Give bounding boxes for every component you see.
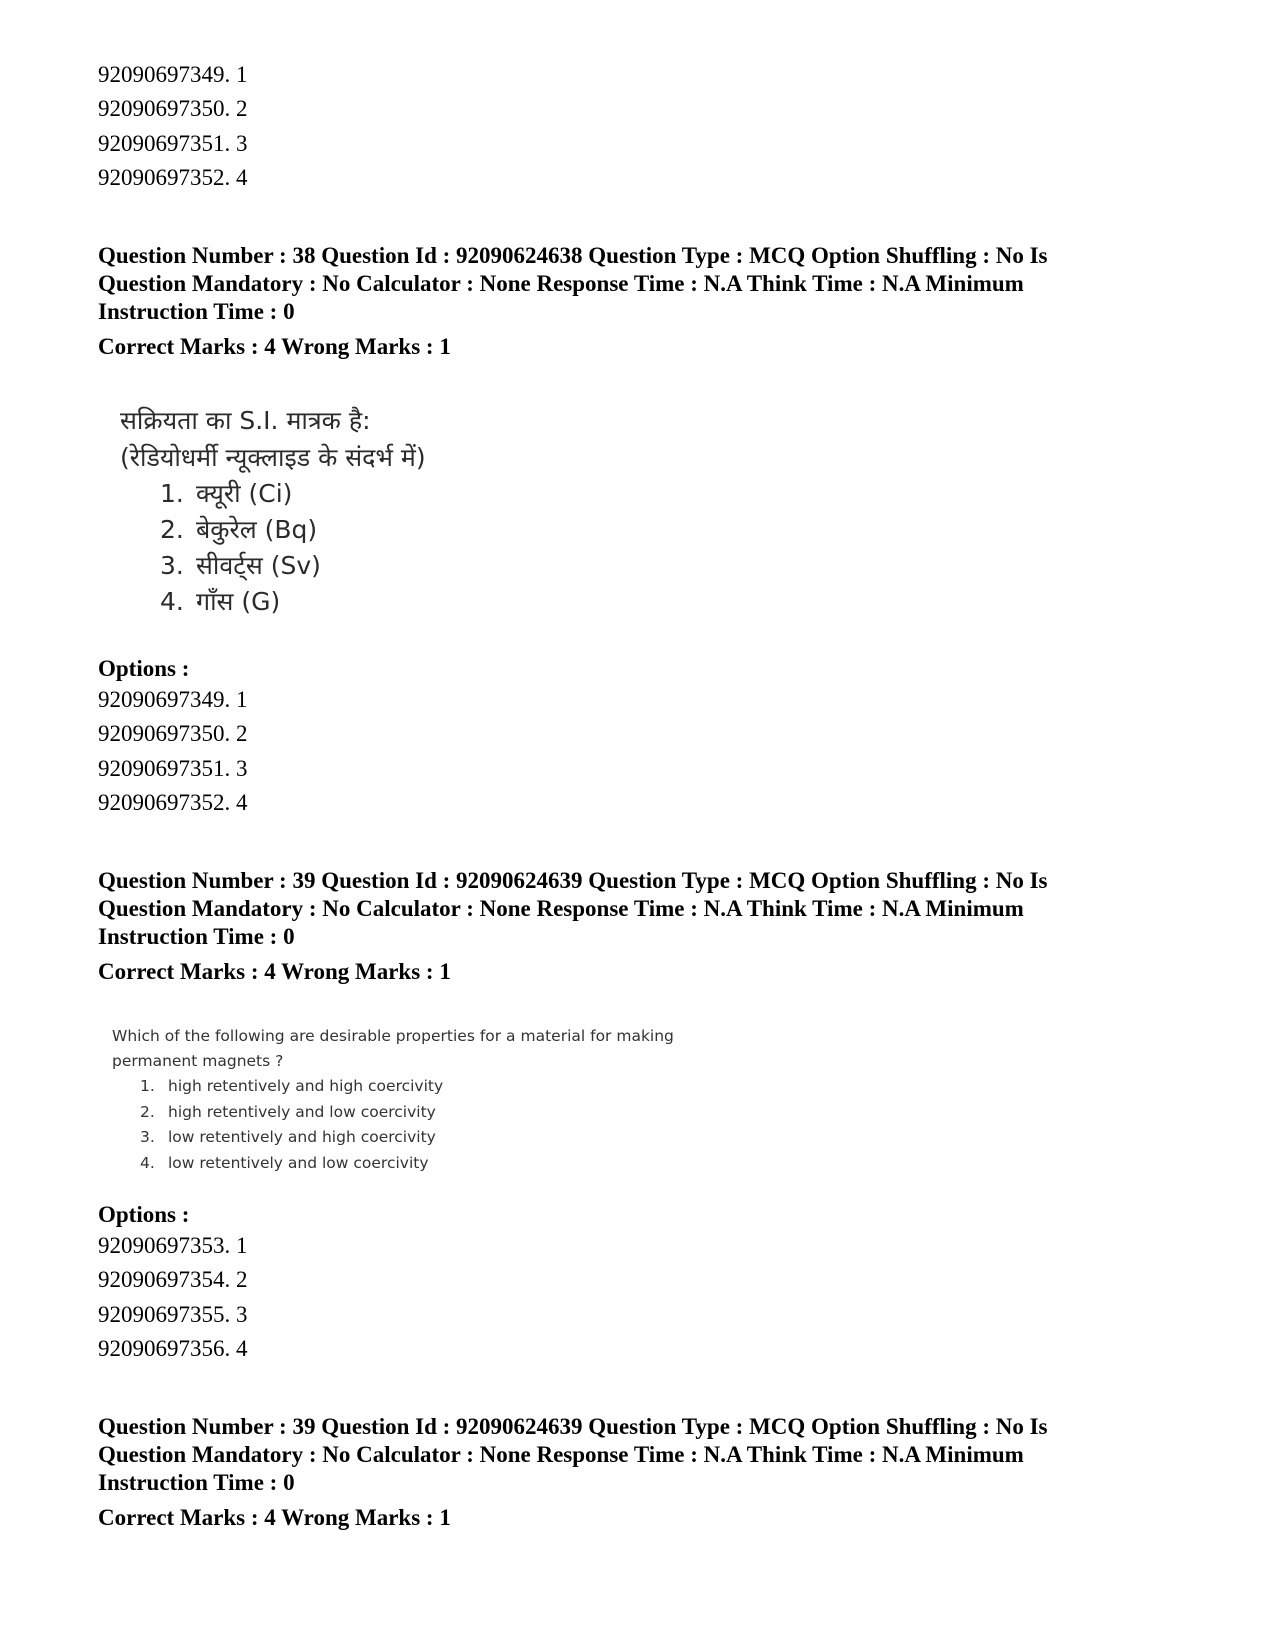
q38-question-image <box>120 402 426 620</box>
q38-meta-line3: Instruction Time : 0 <box>98 299 295 324</box>
q38-choice-text: गाँस (G) <box>196 587 281 616</box>
q38-choice-4 <box>160 584 426 620</box>
q38-options-list <box>98 683 248 820</box>
q39-repeat-meta <box>98 1413 1188 1497</box>
q38-meta <box>98 242 1188 326</box>
q39-meta-line2: Question Mandatory : No Calculator : None Response Time : N.A Think Time : N.A Minimum <box>98 896 1024 921</box>
q39-repeat-marks: Correct Marks : 4 Wrong Marks : 1 <box>98 1505 451 1530</box>
option-line: 92090697351. 3 <box>98 130 248 156</box>
q38-choice-num: 3. <box>160 551 184 580</box>
q39-choice-num: 4. <box>140 1153 155 1172</box>
q38-choice-3 <box>160 548 426 584</box>
option-line: 92090697354. 2 <box>98 1267 248 1293</box>
q39-choice-text: low retentively and high coercivity <box>168 1128 436 1146</box>
q39-meta <box>98 867 1188 951</box>
q39-meta-line1: Question Number : 39 Question Id : 92090624639 Question Type : MCQ Option Shuffling : No Is <box>98 868 1048 893</box>
q39-repeat-meta-line3: Instruction Time : 0 <box>98 1470 295 1495</box>
option-line: 92090697353. 1 <box>98 1233 248 1258</box>
q39-repeat-meta-line2: Question Mandatory : No Calculator : None Response Time : N.A Think Time : N.A Minimum <box>98 1442 1024 1467</box>
q39-choice-1 <box>140 1074 674 1100</box>
q38-stem-line1: सक्रियता का S.I. मात्रक है: <box>120 406 371 435</box>
option-line: 92090697352. 4 <box>98 164 248 190</box>
q38-choice-num: 2. <box>160 515 184 544</box>
q39-repeat-meta-line1: Question Number : 39 Question Id : 92090624639 Question Type : MCQ Option Shuffling : No Is <box>98 1414 1048 1439</box>
option-line: 92090697351. 3 <box>98 755 248 781</box>
option-line: 92090697350. 2 <box>98 96 248 122</box>
q39-options-list <box>98 1229 248 1366</box>
q39-choice-num: 1. <box>140 1077 155 1095</box>
option-line: 92090697356. 4 <box>98 1335 248 1361</box>
q38-options-label: Options : <box>98 656 190 681</box>
q38-stem-line2: (रेडियोधर्मी न्यूक्लाइड के संदर्भ में) <box>120 443 426 472</box>
q39-question-image <box>112 1024 674 1176</box>
option-line: 92090697352. 4 <box>98 789 248 815</box>
q39-choice-text: low retentively and low coercivity <box>168 1153 429 1172</box>
option-line: 92090697355. 3 <box>98 1301 248 1327</box>
q39-options-label: Options : <box>98 1202 190 1227</box>
q38-choice-2 <box>160 512 426 548</box>
q38-meta-line1: Question Number : 38 Question Id : 92090624638 Question Type : MCQ Option Shuffling : No Is <box>98 243 1048 268</box>
q38-choice-text: सीवर्ट्स (Sv) <box>196 551 321 580</box>
q38-choice-num: 4. <box>160 587 184 616</box>
q39-stem-line2: permanent magnets ? <box>112 1052 284 1070</box>
q38-choice-text: बेकुरेल (Bq) <box>196 515 318 544</box>
q39-stem-line1: Which of the following are desirable properties for a material for making <box>112 1027 674 1045</box>
q39-choice-num: 3. <box>140 1128 155 1146</box>
option-line: 92090697349. 1 <box>98 687 248 712</box>
top-options-list <box>98 58 248 195</box>
q38-choice-1 <box>160 476 426 512</box>
q39-choice-4 <box>140 1151 674 1177</box>
q38-meta-line2: Question Mandatory : No Calculator : None Response Time : N.A Think Time : N.A Minimum <box>98 271 1024 296</box>
q38-marks: Correct Marks : 4 Wrong Marks : 1 <box>98 334 451 359</box>
q39-choice-num: 2. <box>140 1102 155 1121</box>
q38-choice-num: 1. <box>160 479 184 508</box>
option-line: 92090697349. 1 <box>98 62 248 87</box>
q39-choice-2 <box>140 1100 674 1126</box>
option-line: 92090697350. 2 <box>98 721 248 747</box>
q38-choice-text: क्यूरी (Ci) <box>196 479 293 508</box>
q39-meta-line3: Instruction Time : 0 <box>98 924 295 949</box>
q39-choice-3 <box>140 1125 674 1151</box>
q39-choice-text: high retentively and high coercivity <box>168 1077 444 1095</box>
q39-marks: Correct Marks : 4 Wrong Marks : 1 <box>98 959 451 984</box>
q39-choice-text: high retentively and low coercivity <box>168 1102 436 1121</box>
